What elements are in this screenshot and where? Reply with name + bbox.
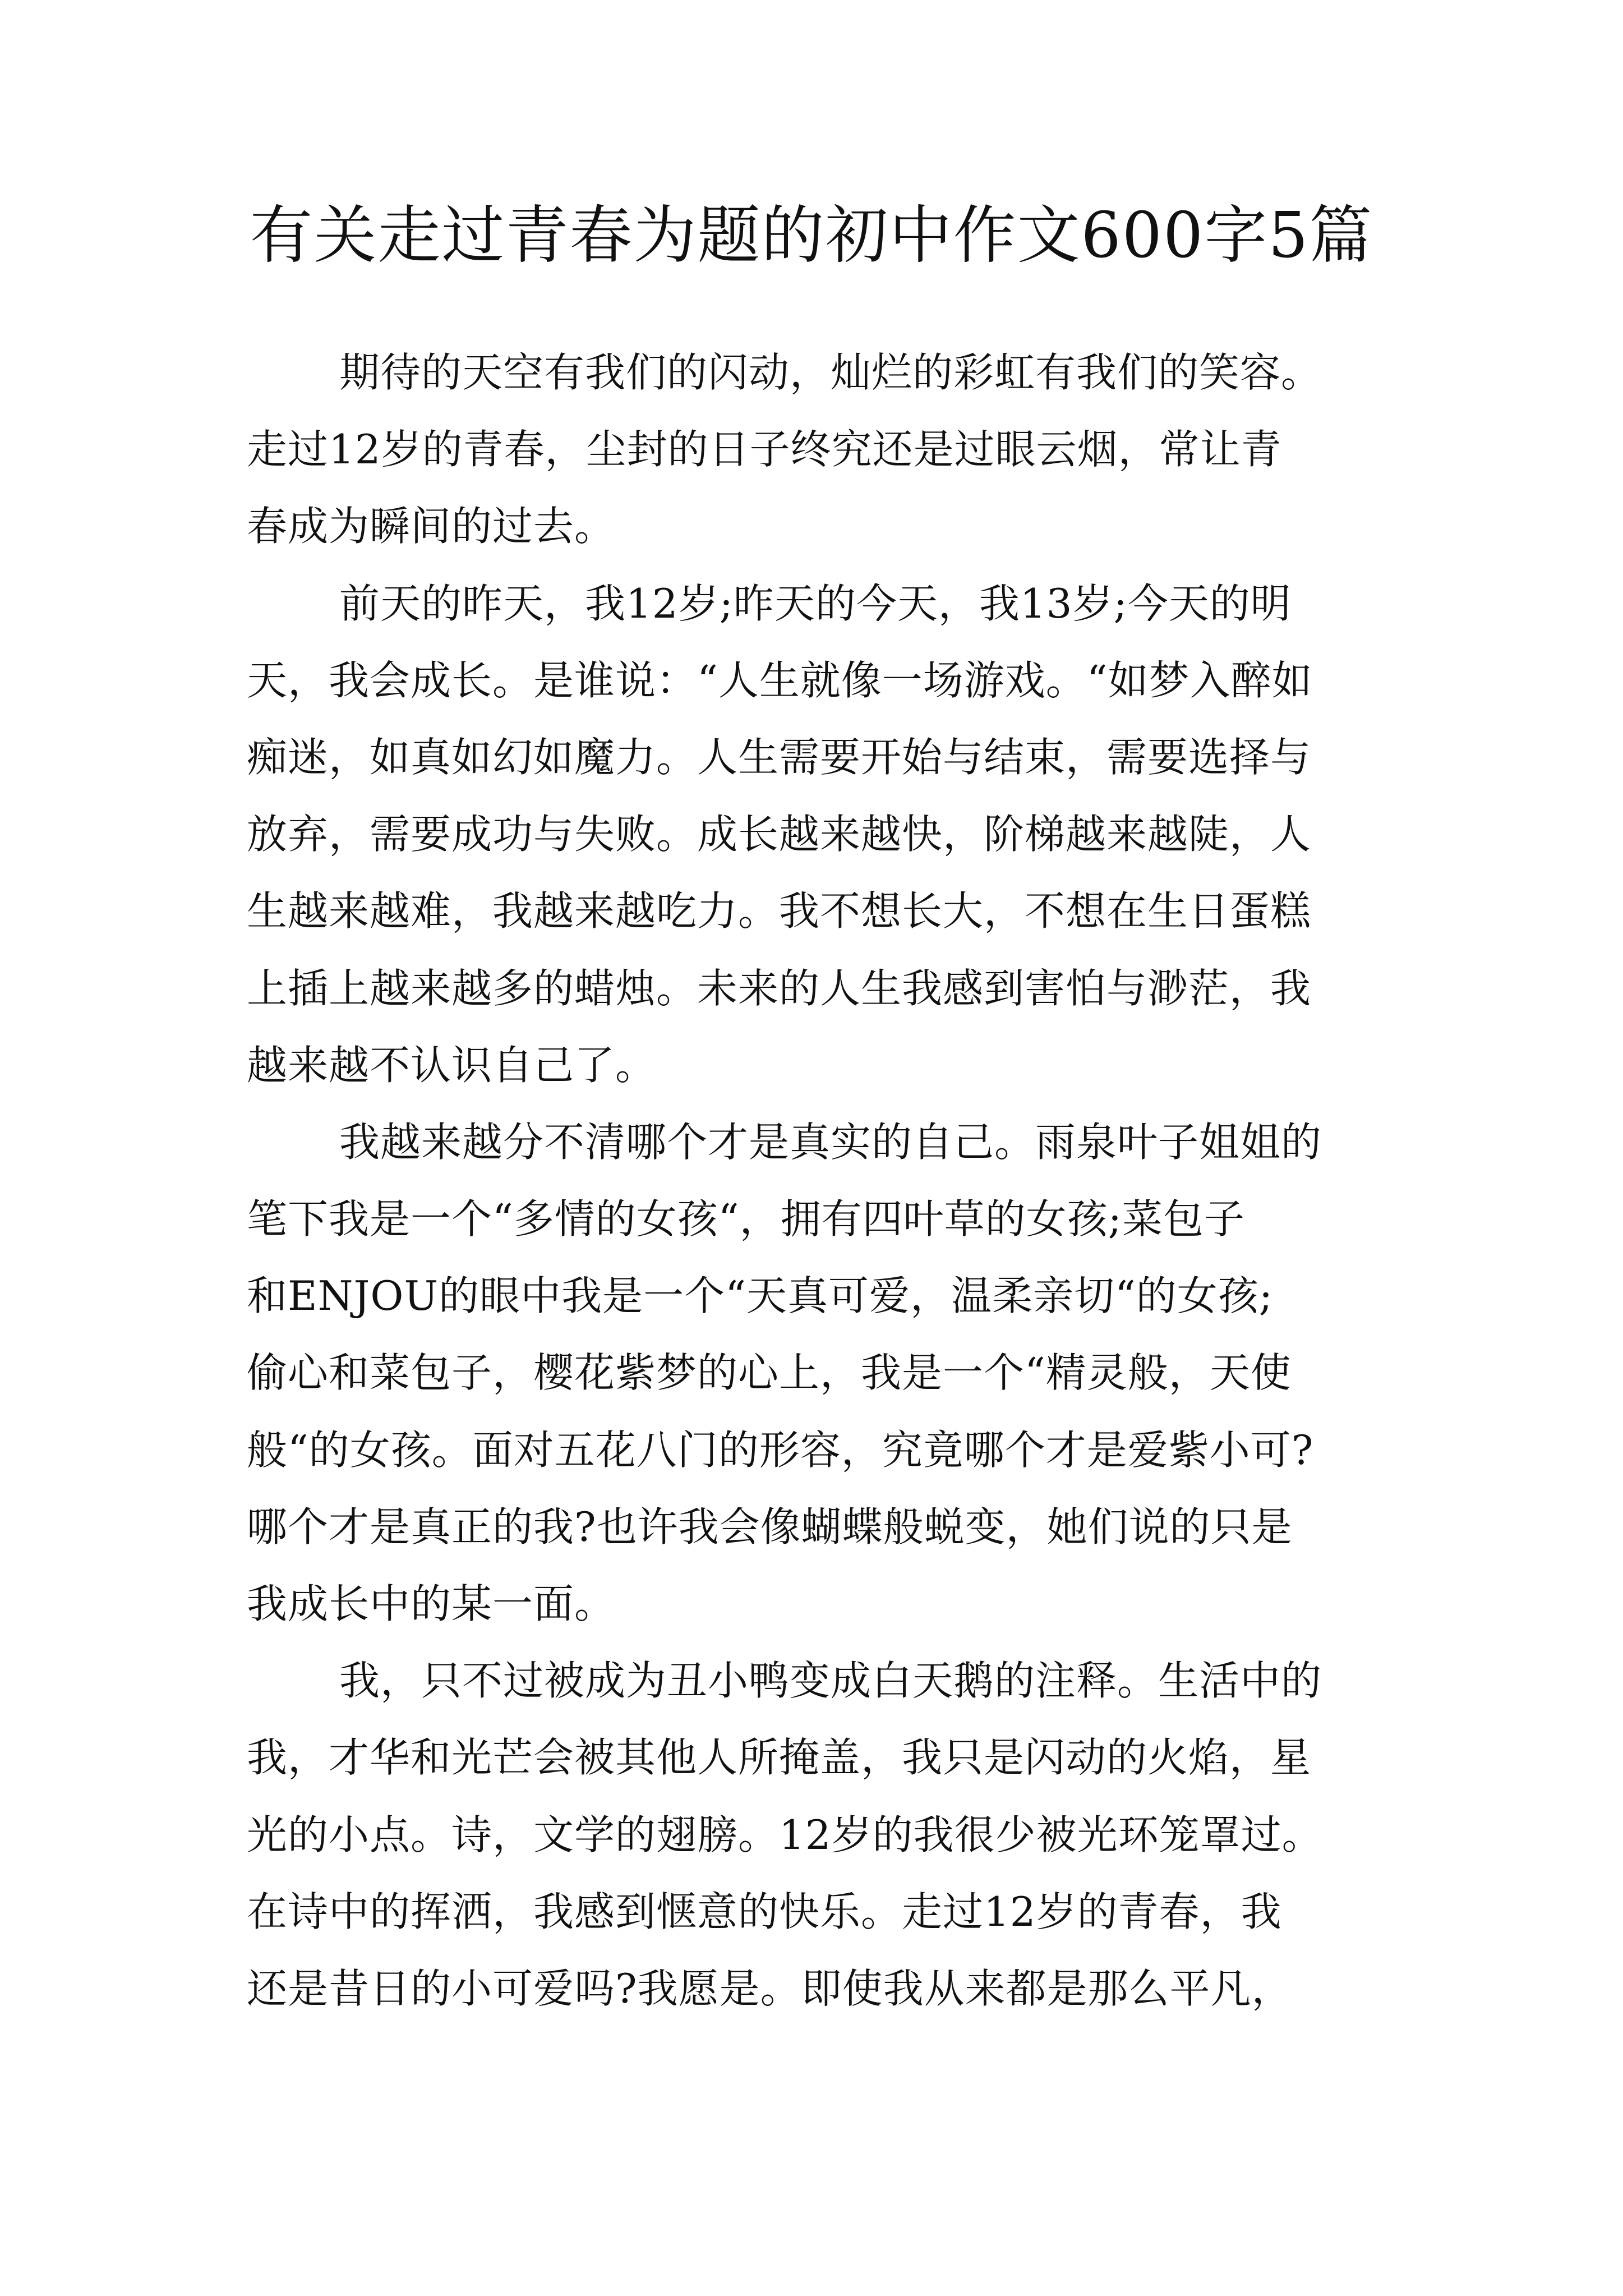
paragraph-line: 我越来越分不清哪个才是真实的自己。雨泉叶子姐姐的 xyxy=(339,1118,1322,1166)
paragraph-line: 痴迷，如真如幻如魔力。人生需要开始与结束，需要选择与 xyxy=(247,733,1312,781)
paragraph-line: 偷心和菜包子，樱花紫梦的心上，我是一个“精灵般，天使 xyxy=(247,1349,1292,1397)
paragraph-line: 期待的天空有我们的闪动，灿烂的彩虹有我们的笑容。 xyxy=(339,349,1322,396)
paragraph-line: 我，才华和光芒会被其他人所掩盖，我只是闪动的火焰，星 xyxy=(247,1734,1312,1782)
essay-body xyxy=(247,334,1380,2027)
paragraph-line: 天，我会成长。是谁说：“人生就像一场游戏。“如梦入醉如 xyxy=(247,656,1313,704)
paragraph-line: 光的小点。诗，文学的翅膀。12岁的我很少被光环笼罩过。 xyxy=(247,1811,1323,1858)
paragraph-line: 生越来越难，我越来越吃力。我不想长大，不想在生日蛋糕 xyxy=(247,887,1312,935)
paragraph-line: 哪个才是真正的我?也许我会像蝴蝶般蜕变，她们说的只是 xyxy=(247,1503,1293,1550)
paragraph-line: 越来越不认识自己了。 xyxy=(247,1041,657,1089)
paragraph-line: 我成长中的某一面。 xyxy=(247,1580,616,1627)
paragraph-line: 前天的昨天，我12岁;昨天的今天，我13岁;今天的明 xyxy=(339,579,1292,627)
paragraph-line: 般“的女孩。面对五花八门的形容，究竟哪个才是爱紫小可? xyxy=(247,1426,1314,1474)
paragraph-line: 笔下我是一个“多情的女孩“，拥有四叶草的女孩;菜包子 xyxy=(247,1195,1245,1243)
paragraph-line: 还是昔日的小可爱吗?我愿是。即使我从来都是那么平凡， xyxy=(247,1964,1293,2012)
paragraph-line: 在诗中的挥洒，我感到惬意的快乐。走过12岁的青春，我 xyxy=(247,1888,1282,1935)
paragraph-line: 上插上越来越多的蜡烛。未来的人生我感到害怕与渺茫，我 xyxy=(247,964,1312,1012)
paragraph-line: 放弃，需要成功与失败。成长越来越快，阶梯越来越陡，人 xyxy=(247,811,1312,858)
paragraph-line: 春成为瞬间的过去。 xyxy=(247,503,616,550)
paragraph-line: 和ENJOU的眼中我是一个“天真可爱，温柔亲切“的女孩; xyxy=(247,1272,1274,1320)
paragraph-line: 我，只不过被成为丑小鸭变成白天鹅的注释。生活中的 xyxy=(339,1657,1322,1705)
document-title: 有关走过青春为题的初中作文600字5篇 xyxy=(250,199,1373,272)
paragraph-line: 走过12岁的青春，尘封的日子终究还是过眼云烟，常让青 xyxy=(247,426,1282,473)
